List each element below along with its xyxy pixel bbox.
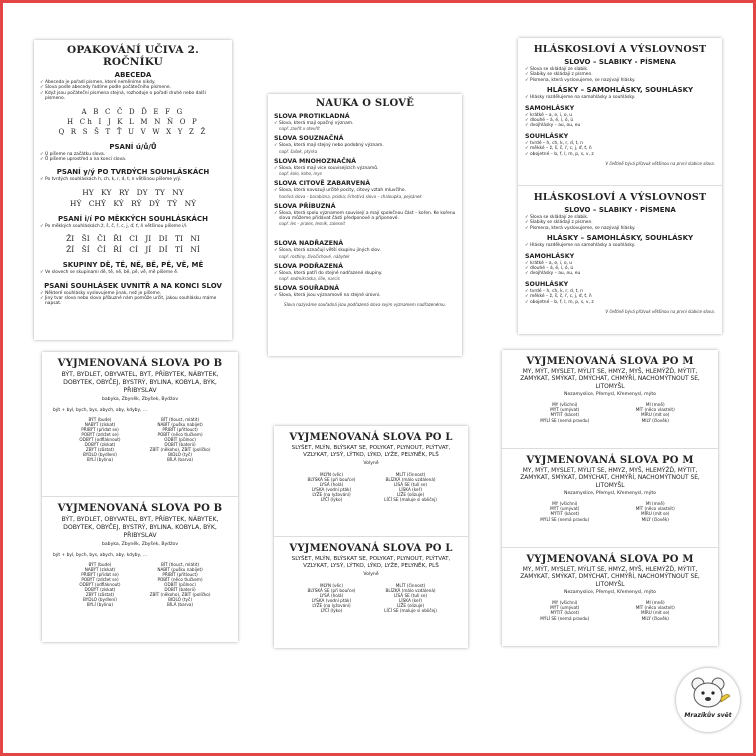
vyjm-word-item: LÍSÁ SE (tulí se) [393,482,428,487]
vyjm-word-item: MÝLÍ SE (nemá pravdu) [540,417,590,423]
vyjm-word-columns [49,417,231,463]
vyjm-word-item: DOBÍT (baterii) [164,442,196,448]
nauka-section-bullet: ✓ Slova, která mají opačný význam. [274,121,456,126]
alphabet-row: Q R S Š T Ť U V W X Y Z Ž [58,127,208,136]
vyjm-word-item: BÍLÁ (barva) [167,457,194,463]
vyjm-names: babyka, Zbyněk, Zbyšek, Bydžov [101,541,179,547]
vyjm-column-right [613,600,697,620]
nauka-footer: Slova nazýváme souřadná jsou podřazená slova svým významem nadřazenému. [284,301,446,307]
psani-u-heading: PSANÍ ú/ů/Ů [109,142,157,151]
souhlasky-bullet: ✓ Některé souhlásky vyslovujeme jinak, než je píšeme. [40,291,226,296]
nauka-section-bullet: ✓ Slova, která navozují určité pocity, citový vztah mluvčího. [274,188,456,193]
nauka-sheet [268,94,462,356]
vyjm-word-item: MILÝ (člověk) [641,417,669,423]
vyjm-word-item: POBÍT (něco tlučkem) [157,576,203,582]
samohlasky-heading: SAMOHLÁSKY [525,252,575,260]
vyjm-m-sheet [502,350,718,646]
vyjm-names: babyka, Zbyněk, Zbyšek, Bydžov [101,396,179,402]
logo [676,668,740,732]
vyjm-word-item: ODBÝT (odfláknout) [79,436,121,442]
nauka-section-heading: SLOVA NADŘAZENÁ [274,240,344,248]
vyjm-word-item: MÝTIT (kácet) [550,610,580,616]
vyjm-word-item: MÍRU (mít se) [641,610,670,616]
vyjm-word-item: MÍT (něco vlastnit) [635,605,675,611]
vyjm-word-item: BYDLO (bydlení) [83,452,117,458]
tvrde-heading: PSANÍ y/ý PO TVRDÝCH SOUHLÁSKÁCH [56,168,210,177]
souhlaska-item: ✓ obojetné – b, f, l, m, p, s, v, z [525,152,715,157]
vyjm-word-item: LYSÁ (holá) [319,593,344,598]
mekke-bullet: ✓ Po měkkých souhláskách ž, š, č, ř, c, j, ď, ť, ň většinou píšeme i/í. [40,224,226,229]
vyjm-word-item: BLÝSKÁ SE (při bouřce) [307,476,356,482]
vyjm-names: Nezamyslice, Přemysl, Křemenysl, mýto [564,392,656,398]
vyjm-words: MY, MÝT, MYSLET, MÝLIT SE, HMYZ, MYŠ, HLEMÝŽĎ, MÝTIT, ZAMYKAT, SMÝKAT, DMÝCHAT, CHMÝŘÍ, NACHOMÝTNOUT SE, LITOMYŠL [520,468,700,489]
samohlaska-item: ✓ dvojhlásky – au, ou, eu [525,123,715,128]
hlaskoslovi-title: HLÁSKOSLOVÍ A VÝSLOVNOST [533,192,707,203]
logo-text: Mrazíkův svět [684,712,732,719]
vyjm-word-item: LÍČÍ SE (maluje si obličej) [384,608,437,614]
nauka-section-heading: SLOVA SOUŘADNÁ [274,285,340,293]
souhlasky-bullet: ✓ Jiný tvar slova nebo slovo příbuzné nám pomůže určit, jakou souhlásku máme napsat. [40,296,226,307]
vyjm-l-card [274,537,468,648]
hlaskoslovi-bullet: ✓ Slova se skládají ze slabik. [525,67,715,72]
vyjm-l-sheet [274,426,468,648]
vyjm-word-item: MÍT (něco vlastnit) [635,407,675,413]
vyjm-column-left [523,501,607,521]
vyjm-word-item: MY (všichni) [552,501,578,507]
vyjm-word-item: LÍŽE (olizuje) [396,603,425,609]
vyjm-b-card [42,497,238,642]
nauka-section-bullet: ✓ Slova, která jsou významově na stejné úrovni. [274,293,456,298]
vyjm-word-item: LYŽE (na lyžování) [312,603,351,609]
vyjm-title: VYJMENOVANÁ SLOVA PO L [289,432,453,443]
vyjm-word-item: ZBÍT (někoho), ZBÍT (políčko) [149,447,211,453]
souhlaska-item: ✓ tvrdé – h, ch, k, r, d, t, n [525,141,715,146]
vyjm-word-item: BYLÍ (bylina) [86,457,113,463]
vyjm-word-item: LÍŽE (olizuje) [396,492,425,498]
vyjm-word-item: BYLÍ (bylina) [86,602,113,608]
vyjm-word-item: MÍRU (mít se) [641,511,670,517]
vyjm-word-item: PŘIBÍT (přitlouct) [162,426,198,432]
vyjm-word-item: MI (mně) [645,600,665,606]
souhlasky-heading: PSANÍ SOUHLÁSEK UVNITŘ A NA KONCI SLOV [44,281,222,290]
vyjm-word-columns [509,402,711,422]
vyjm-word-item: BÍT (tlouct, mlátit) [160,416,200,422]
vyjm-word-item: MÝT (umývat) [550,506,580,512]
vyjm-m-card [502,449,718,548]
souhlaska-item: ✓ měkké – ž, š, č, ř, c, j, ď, ť, ň [525,146,715,151]
vyjm-word-item: LÍSKA (keř) [399,487,422,493]
souhlaska-item: ✓ tvrdé – h, ch, k, r, d, t, n [525,289,715,294]
vyjm-word-item: MÝLÍ SE (nemá pravdu) [540,615,590,621]
vyjm-hint: být + byl, bych, bys, abych, aby, kdyby, ... [53,407,148,413]
mekke-row: ŽÍ ŠÍ ČÍ ŘÍ CÍ JÍ DÍ TÍ NÍ [66,245,200,255]
vyjm-word-item: MÝLÍ SE (nemá pravdu) [540,516,590,522]
vyjm-column-left [523,402,607,422]
vyjm-word-item: MÝTIT (kácet) [550,511,580,517]
vyjm-word-item: ODBÍT (půlnoc) [164,436,196,442]
nauka-section-example: hanlivá slova – barabizna, psiska; lichotivá slova – chaloupka, pejsánek [279,193,422,199]
vyjm-word-item: MLÍT (činnost) [395,582,426,588]
nauka-section-heading: SLOVA PODŘAZENÁ [274,262,343,270]
vyjm-word-item: NABÍT (pušku nabíjet) [157,566,203,572]
alphabet-row: H Ch I J K L M N Ň O P [67,117,199,126]
vyjm-word-item: LÝČÍ (lýko) [320,497,343,503]
vyjm-column-right [143,417,217,463]
souhlasky-heading: SOUHLÁSKY [525,132,569,140]
nauka-section-heading: SLOVA PROTIKLADNÁ [274,113,350,120]
mekke-row: ŽI ŠI ČI ŘI CI JI DI TI NI [66,234,200,244]
vyjm-word-item: MILÝ (člověk) [641,516,669,522]
abeceda-heading: ABECEDA [114,71,152,79]
nauka-section-example: např. rostliny, živočichové, nábytek [279,253,350,259]
vyjm-l-card [274,426,468,537]
vyjm-word-item: BÝT (bude) [88,416,112,422]
vyjm-word-item: ZBÍT (někoho), ZBÍT (políčko) [149,592,211,598]
vyjm-word-item: LÍČÍ SE (maluje si obličej) [384,497,437,503]
hlaskoslovi-sub2: HLÁSKY – SAMOHLÁSKY, SOUHLÁSKY [546,86,694,95]
vyjm-word-item: LÍSKA (keř) [399,598,422,604]
vyjm-word-item: DOBÝT (získat) [84,442,116,448]
hlaskoslovi-bullet: ✓ Písmena, která vyslovujeme, se nazývají hlásky. [525,226,715,231]
vyjm-word-item: BÍT (tlouct, mlátit) [160,561,200,567]
vyjm-word-item: PŘIBÝT (přidat se) [81,426,119,432]
vyjm-words: MY, MÝT, MYSLET, MÝLIT SE, HMYZ, MYŠ, HLEMÝŽĎ, MÝTIT, ZAMYKAT, SMÝKAT, DMÝCHAT, CHMÝŘÍ, NACHOMÝTNOUT SE, LITOMYŠL [520,369,700,390]
nauka-section-example: např. zavřít x otevřít [279,126,320,132]
vyjm-title: VYJMENOVANÁ SLOVA PO L [289,543,453,554]
vyjm-title: VYJMENOVANÁ SLOVA PO B [57,503,223,514]
vyjm-word-columns [49,562,231,608]
souhlaska-item: ✓ obojetné – b, f, l, m, p, s, v, z [525,300,715,305]
vyjm-word-item: POBÝT (zdržet se) [81,576,119,582]
hlaskoslovi-card [518,38,722,186]
samohlaska-item: ✓ dlouhé – á, é, í, ó, ú [525,266,715,271]
samohlasky-heading: SAMOHLÁSKY [525,104,575,112]
vyjm-words: BÝT, BYDLET, OBYVATEL, BYT, PŘÍBYTEK, NÁBYTEK, DOBYTEK, OBYČEJ, BYSTRÝ, BYLINA, KOBYLA, BÝK, PŘIBYSLAV [61,371,219,395]
samohlaska-item: ✓ krátké – a, e, i, o, u [525,261,715,266]
tvrde-row: HY KY RY DY TY NY [82,187,184,197]
vyjm-word-item: ZBÝT (zůstat) [85,447,115,453]
mekke-heading: PSANÍ i/í PO MĚKKÝCH SOUHLÁSKÁCH [58,214,208,223]
vyjm-word-item: LÝČÍ (lýko) [320,608,343,614]
vyjm-title: VYJMENOVANÁ SLOVA PO M [526,455,694,466]
vyjm-word-item: MLÝN (věc) [319,471,343,477]
vyjm-column-left [295,583,368,614]
opakovani-title: OPAKOVÁNÍ UČIVA 2. ROČNÍKU [67,44,199,68]
vyjm-word-item: MLÍT (činnost) [395,471,426,477]
vyjm-names: Volyně [363,460,379,466]
vyjm-word-item: POBÝT (zdržet se) [81,431,119,437]
vyjm-word-item: DOBÍT (baterii) [164,587,196,593]
nauka-section-heading: SLOVA SOUZNAČNÁ [274,135,344,143]
vyjm-word-item: POBÍT (něco tlučkem) [157,431,203,437]
samohlaska-item: ✓ krátké – a, e, i, o, u [525,113,715,118]
vyjm-b-card [42,352,238,497]
vyjm-word-item: BÍLÁ (barva) [167,602,194,608]
hlaskoslovi-bullet: ✓ Slova se skládají ze slabik. [525,215,715,220]
vyjm-column-left [63,562,137,608]
souhlasky-heading: SOUHLÁSKY [525,280,569,288]
vyjm-word-item: MY (všichni) [552,402,578,408]
vyjm-word-item: MLÝN (věc) [319,582,343,588]
vyjm-column-left [523,600,607,620]
vyjm-word-item: MI (mně) [645,501,665,507]
samohlaska-item: ✓ dlouhé – á, é, í, ó, ú [525,118,715,123]
nauka-section-example: např. kolo, koho, mys [279,171,322,177]
vyjm-word-item: LYSÁ (holá) [319,482,344,487]
vyjm-word-item: BLÍZKÁ (málo vzdálená) [385,476,436,482]
vyjm-word-item: BLÍZKÁ (málo vzdálená) [385,587,436,593]
vyjm-word-item: PŘIBÝT (přidat se) [81,571,119,577]
nauka-section-bullet: ✓ Slova, která označují větší skupinu jiných slov. [274,248,456,253]
vyjm-column-right [613,402,697,422]
nauka-section-example: např. sedmikráska, lilie, narcis [279,276,340,282]
hlaskoslovi-sheet [518,38,722,334]
samohlaska-item: ✓ dvojhlásky – au, ou, eu [525,271,715,276]
vyjm-column-right [613,501,697,521]
vyjm-names: Volyně [363,571,379,577]
vyjm-b-sheet [42,352,238,642]
nauka-section-example: např. šašek, ptýrka [279,148,318,154]
vyjm-words: SLYŠET, MLÝN, BLÝSKAT SE, POLYKAT, PLYNOUT, PLÝTVAT, VZLYKAT, LYSÝ, LÝTKO, LÝKO, LYŽE, PELYNĚK, PLŠ [291,556,451,570]
nauka-section-bullet: ✓ Slova, která patří do stejné nadřazené skupiny. [274,271,456,276]
vyjm-m-card [502,350,718,449]
nauka-section-heading: SLOVA CITOVĚ ZABARVENÁ [274,180,371,188]
psani-u-bullet: ✓ Ú píšeme na začátku slova. [40,152,226,157]
vyjm-words: SLYŠET, MLÝN, BLÝSKAT SE, POLYKAT, PLYNOUT, PLÝTVAT, VZLYKAT, LYSÝ, LÝTKO, LÝKO, LYŽE, PELYNĚK, PLŠ [291,445,451,459]
hlaskoslovi-sub2: HLÁSKY – SAMOHLÁSKY, SOUHLÁSKY [546,234,694,243]
hlaskoslovi-sub1: SLOVO – SLABIKY - PÍSMENA [564,58,676,66]
vyjm-word-item: PŘIBÍT (přitlouct) [162,571,198,577]
nauka-sections [274,113,456,299]
nauka-section-bullet: ✓ Slova, která spolu významem souvisejí a mají společnou část – kořen. Ke kořenu slova můžeme přidávat části předponové a příponové. [274,211,456,222]
vyjm-column-right [374,583,447,614]
alphabet-row: A B C Č D Ď E F G [81,107,185,116]
vyjm-word-item: BYDLO (bydlení) [83,597,117,603]
nauka-section-heading: SLOVA PŘÍBUZNÁ [274,202,336,210]
vyjm-word-item: MILÝ (člověk) [641,615,669,621]
hlaskoslovi-bullet: ✓ Hlásky rozdělujeme na samohlásky a souhlásky. [525,95,715,100]
vyjm-title: VYJMENOVANÁ SLOVA PO M [526,356,694,367]
vyjm-word-item: BIDLO (tyč) [168,597,192,603]
bear-icon [676,668,740,716]
vyjm-word-item: MÍRU (mít se) [641,412,670,418]
vyjm-word-item: MY (všichni) [552,600,578,606]
vyjm-title: VYJMENOVANÁ SLOVA PO M [526,554,694,565]
vyjm-word-item: MÝT (umývat) [550,407,580,413]
psani-u-bullet: ✓ Ů píšeme uprostřed a na konci slova. [40,157,226,162]
vyjm-word-item: MÝTIT (kácet) [550,412,580,418]
hlaskoslovi-title: HLÁSKOSLOVÍ A VÝSLOVNOST [533,44,707,55]
abeceda-bullet: ✓ Abeceda je pořadí písmen, které neměníme nikdy. [40,80,226,85]
vyjm-word-item: DOBÝT (získat) [84,587,116,593]
souhlaska-item: ✓ měkké – ž, š, č, ř, c, j, ď, ť, ň [525,294,715,299]
vyjm-word-item: LYSKA (vodní pták) [311,598,352,604]
abeceda-bullet: ✓ Slova podle abecedy řadíme podle počátečního písmene. [40,85,226,90]
vyjm-names: Nezamyslice, Přemysl, Křemenysl, mýto [564,590,656,596]
vyjm-names: Nezamyslice, Přemysl, Křemenysl, mýto [564,491,656,497]
vyjm-word-item: LYŽE (na lyžování) [312,492,351,498]
hlaskoslovi-note: V češtině bývá přízvuk většinou na první slabice slova. [605,161,715,167]
vyjm-word-item: NABÍT (pušku nabíjet) [157,421,203,427]
vyjm-word-item: MÍT (něco vlastnit) [635,506,675,512]
vyjm-word-item: MI (mně) [645,402,665,408]
vyjm-word-columns [509,600,711,620]
vyjm-word-item: BIDLO (tyč) [168,452,192,458]
hlaskoslovi-bullet: ✓ Slabiky se skládají z písmen. [525,72,715,77]
nauka-section-bullet: ✓ Slova, která mají stejný nebo podobný význam. [274,143,456,148]
nauka-section-bullet: ✓ Slova, která mají více souvisejících významů. [274,166,456,171]
vyjm-column-right [374,472,447,503]
vyjm-word-item: NABÝT (získat) [84,566,116,572]
nauka-section-example: např. les – prales, lesník, zalesnit [279,221,345,227]
nauka-title: NAUKA O SLOVĚ [315,98,415,109]
tvrde-row: HÝ CHÝ KÝ RÝ DÝ TÝ NÝ [69,198,197,208]
vyjm-word-item: ZBÝT (zůstat) [85,592,115,598]
vyjm-words: BÝT, BYDLET, OBYVATEL, BYT, PŘÍBYTEK, NÁBYTEK, DOBYTEK, OBYČEJ, BYSTRÝ, BYLINA, KOBYLA, BÝK, PŘIBYSLAV [61,516,219,540]
vyjm-m-card [502,548,718,646]
vyjm-word-item: MÝT (umývat) [550,605,580,611]
opakovani-sheet [34,40,232,340]
skupiny-heading: SKUPINY DĚ, TĚ, NĚ, BĚ, PĚ, VĚ, MĚ [62,261,204,270]
hlaskoslovi-bullet: ✓ Písmena, která vyslovujeme, se nazývají hlásky. [525,78,715,83]
nauka-section-heading: SLOVA MNOHOZNAČNÁ [274,157,357,165]
vyjm-column-left [63,417,137,463]
vyjm-word-item: LÍSÁ SE (tulí se) [393,593,428,598]
vyjm-word-columns [509,501,711,521]
vyjm-word-item: NABÝT (získat) [84,421,116,427]
vyjm-words: MY, MÝT, MYSLET, MÝLIT SE, HMYZ, MYŠ, HLEMÝŽĎ, MÝTIT, ZAMYKAT, SMÝKAT, DMÝCHAT, CHMÝŘÍ, NACHOMÝTNOUT SE, LITOMYŠL [520,567,700,588]
hlaskoslovi-note: V češtině bývá přízvuk většinou na první slabice slova. [605,309,715,315]
vyjm-word-columns [281,472,461,503]
hlaskoslovi-bullet: ✓ Hlásky rozdělujeme na samohlásky a souhlásky. [525,243,715,248]
vyjm-word-item: BÝT (bude) [88,561,112,567]
hlaskoslovi-card [518,186,722,334]
tvrde-bullet: ✓ Po tvrdých souhláskách h, ch, k, r, d, t, n většinou píšeme y/ý. [40,177,226,182]
hlaskoslovi-sub1: SLOVO – SLABIKY - PÍSMENA [564,206,676,214]
vyjm-title: VYJMENOVANÁ SLOVA PO B [57,358,223,369]
vyjm-word-item: ODBÍT (půlnoc) [164,581,196,587]
vyjm-word-item: ODBÝT (odfláknout) [79,581,121,587]
vyjm-column-right [143,562,217,608]
skupiny-bullet: ✓ Ve slovech se skupinami dě, tě, ně, bě, pě, vě, mě píšeme ě. [40,270,226,275]
vyjm-word-columns [281,583,461,614]
vyjm-column-left [295,472,368,503]
hlaskoslovi-bullet: ✓ Slabiky se skládají z písmen. [525,220,715,225]
vyjm-word-item: BLÝSKÁ SE (při bouřce) [307,587,356,593]
vyjm-word-item: LYSKA (vodní pták) [311,487,352,493]
abeceda-bullet: ✓ Když jsou počáteční písmena stejná, rozhoduje o pořadí druhé nebo další písmeno. [40,91,226,102]
vyjm-hint: být + byl, bych, bys, abych, aby, kdyby, ... [53,552,148,558]
